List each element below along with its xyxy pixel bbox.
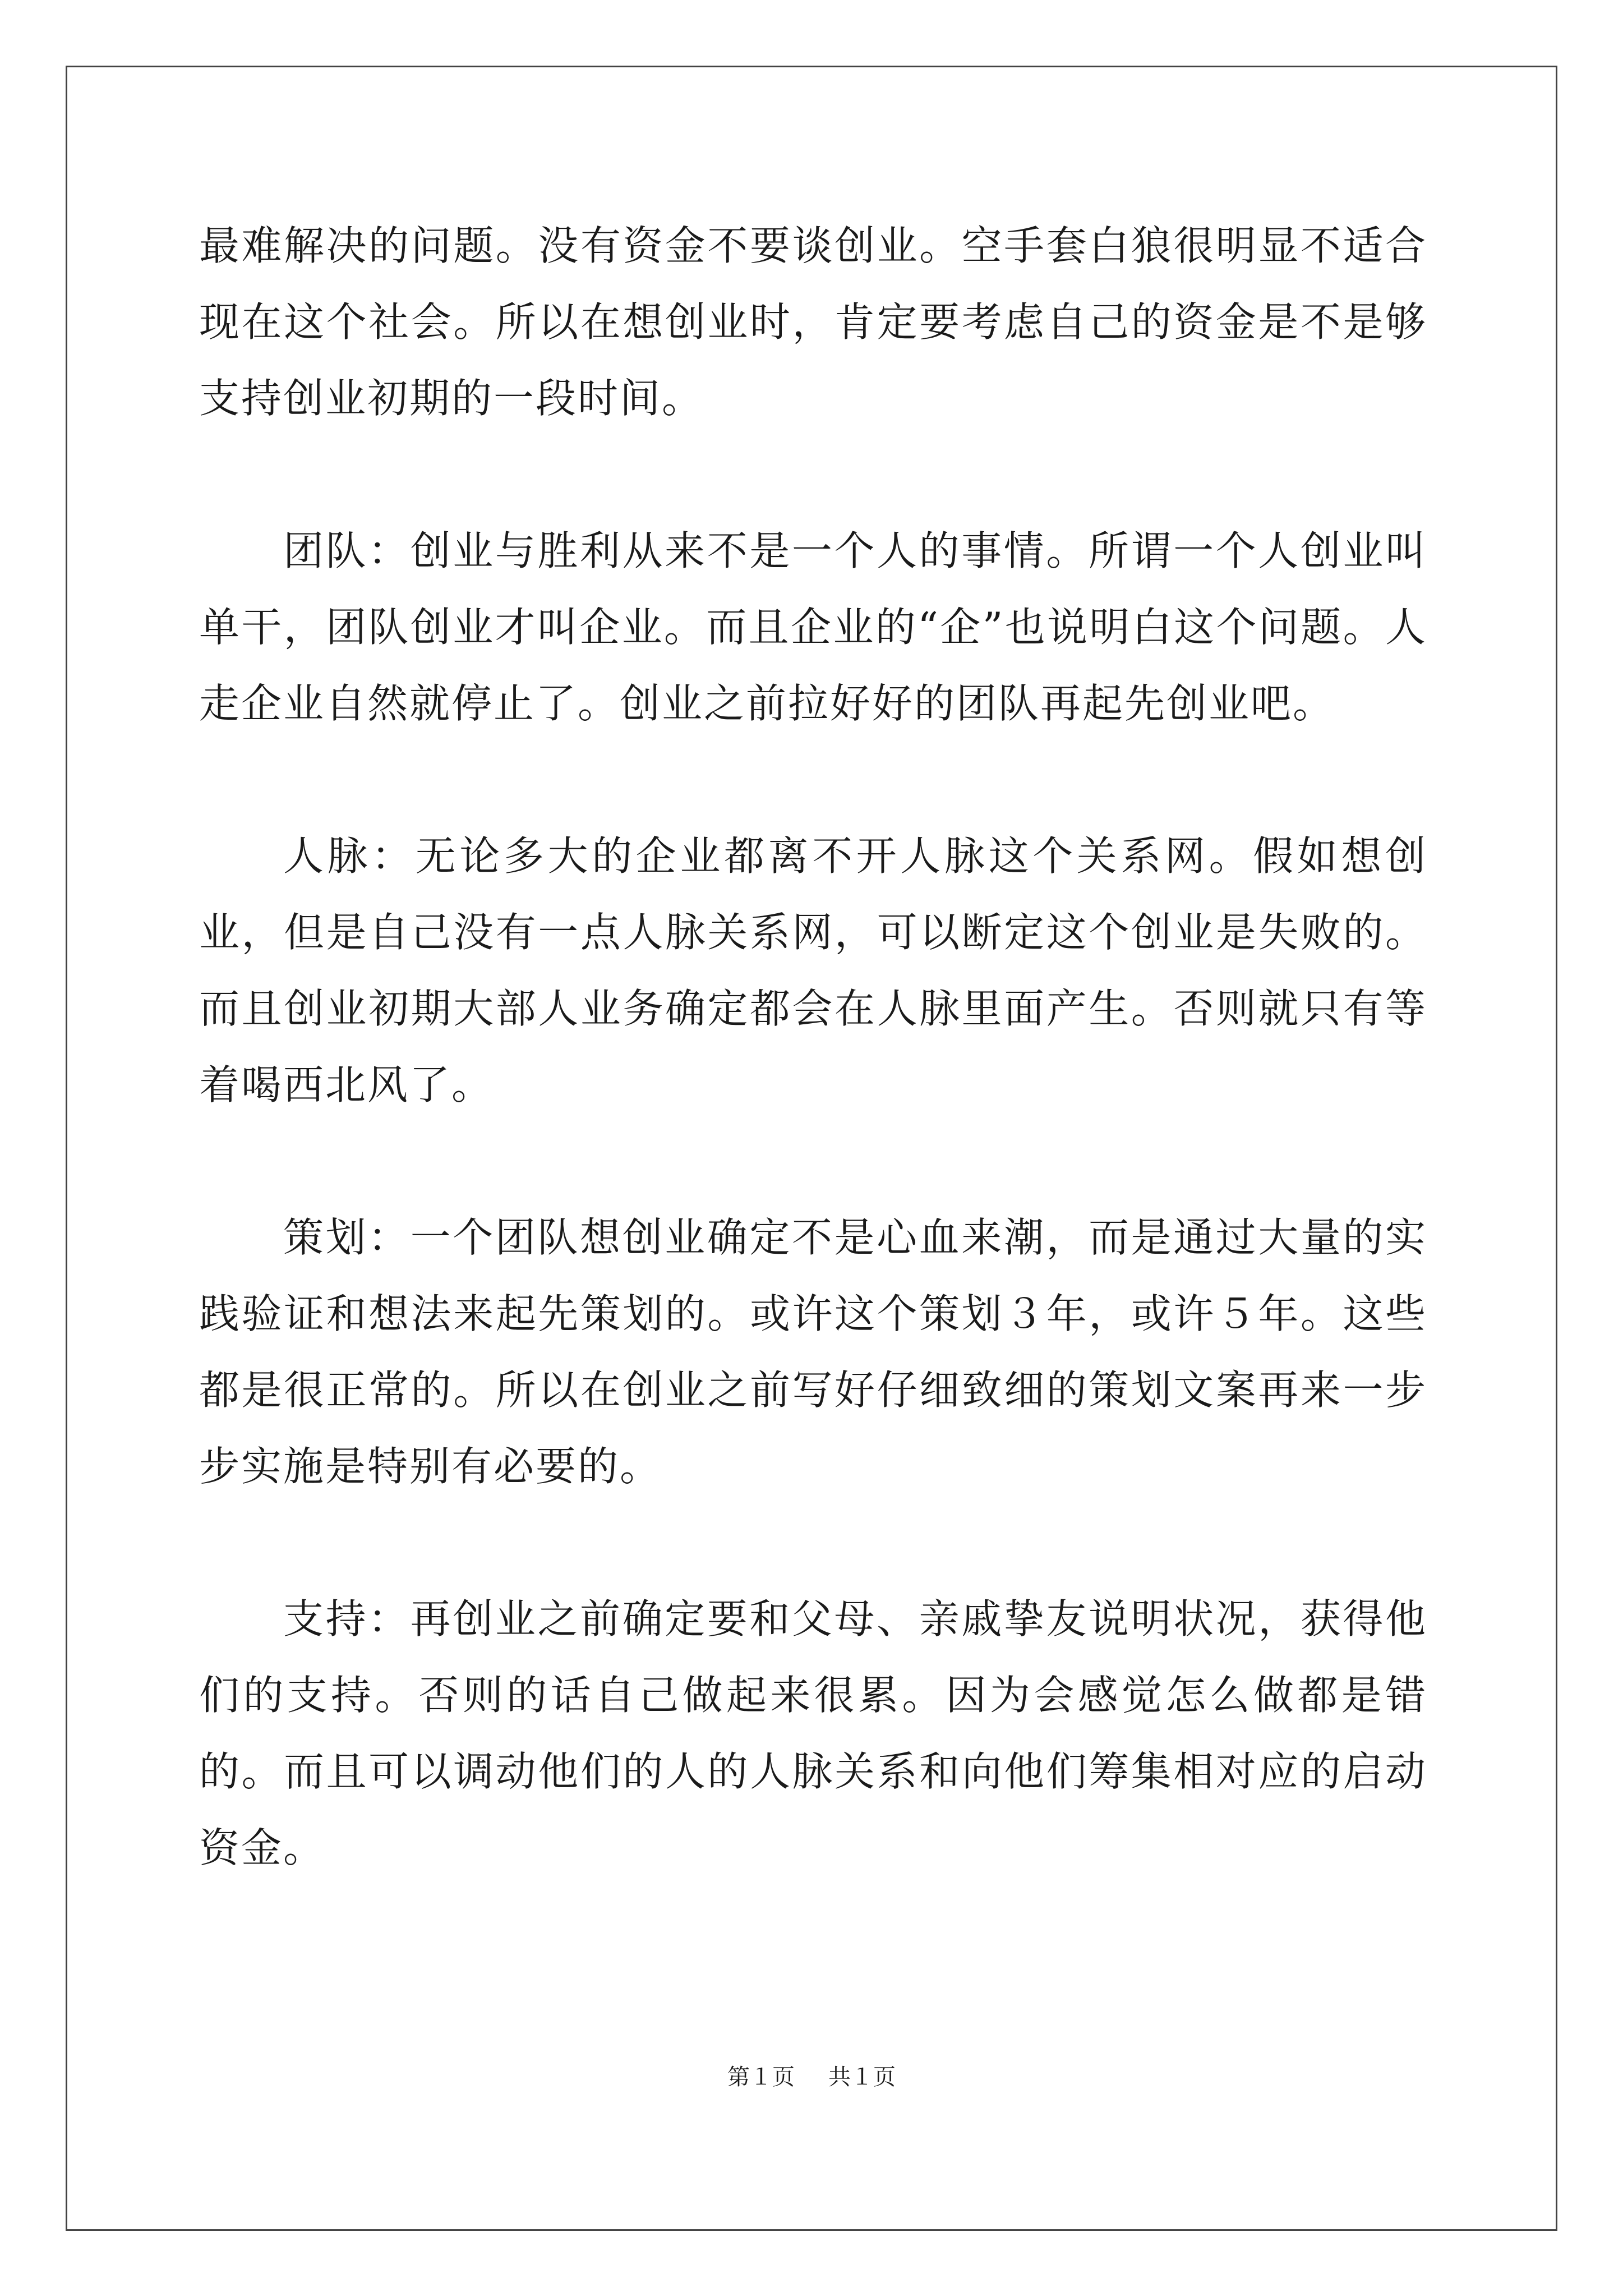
paragraph-funding: 最难解决的问题。没有资金不要谈创业。空手套白狼很明显不适合现在这个社会。所以在想创业时，肯定要考虑自己的资金是不是够支持创业初期的一段时间。 [199, 222, 1427, 422]
paragraph-planning: 策划：一个团队想创业确定不是心血来潮，而是通过大量的实践验证和想法来起先策划的。或许这个策划３年，或许５年。这些都是很正常的。所以在创业之前写好仔细致细的策划文案再来一步步实施是特别有必要的。 [199, 1214, 1427, 1490]
page-total: 共１页 [828, 2064, 896, 2090]
paragraph-support: 支持：再创业之前确定要和父母、亲戚挚友说明状况，获得他们的支持。否则的话自己做起来很累。因为会感觉怎么做都是错的。而且可以调动他们的人的人脉关系和向他们筹集相对应的启动资金。 [199, 1595, 1427, 1871]
paragraph-network: 人脉：无论多大的企业都离不开人脉这个关系网。假如想创业，但是自己没有一点人脉关系网，可以断定这个创业是失败的。而且创业初期大部人业务确定都会在人脉里面产生。否则就只有等着喝西北风了。 [199, 832, 1427, 1108]
paragraph-team: 团队：创业与胜利从来不是一个人的事情。所谓一个人创业叫单干，团队创业才叫企业。而且企业的“企”也说明白这个问题。人走企业自然就停止了。创业之前拉好好的团队再起先创业吧。 [199, 527, 1427, 727]
document-body [199, 208, 1427, 1962]
page-number: 第１页 [727, 2064, 795, 2090]
page-footer [0, 2063, 1623, 2091]
